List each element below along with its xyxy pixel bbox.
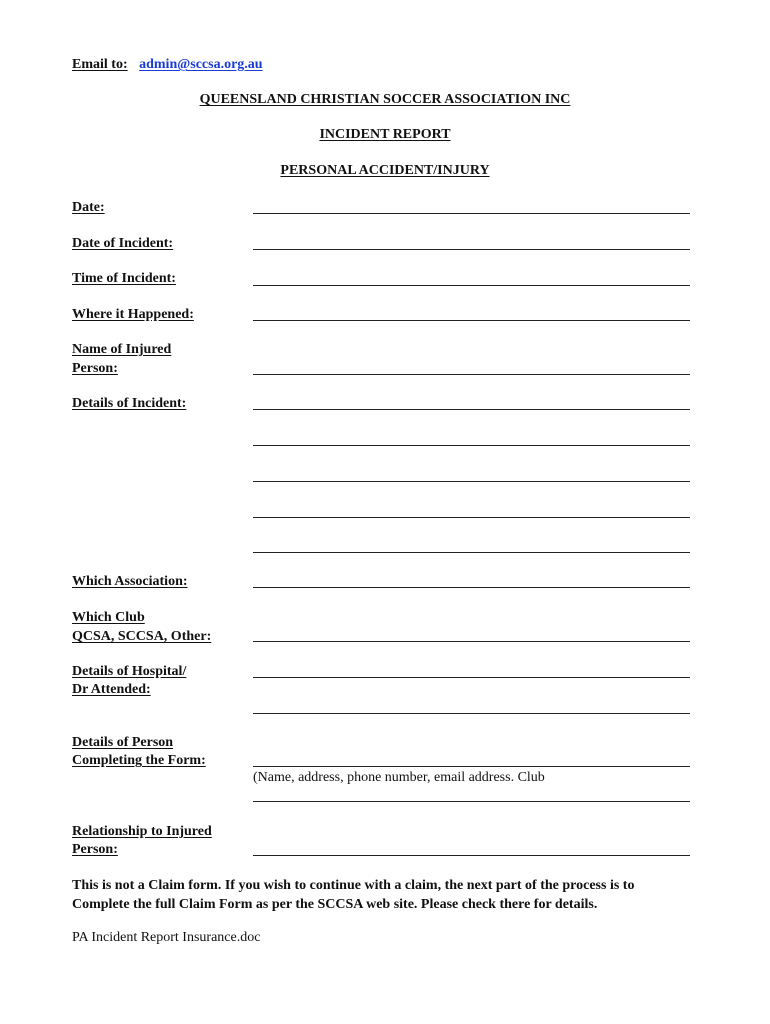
hospital-field-2[interactable]: [253, 713, 690, 714]
person-completing-note: (Name, address, phone number, email address. Club: [253, 770, 545, 785]
details-incident-field-1[interactable]: [253, 409, 690, 410]
which-club-label-line1: Which Club: [72, 610, 145, 625]
email-row: [72, 57, 263, 73]
date-field[interactable]: [253, 213, 690, 214]
which-association-label: Which Association:: [72, 574, 188, 589]
time-of-incident-field[interactable]: [253, 285, 690, 286]
email-label: Email to:: [72, 57, 128, 72]
page-title: INCIDENT REPORT: [319, 127, 451, 142]
which-club-field[interactable]: [253, 641, 690, 642]
date-of-incident-field[interactable]: [253, 249, 690, 250]
where-happened-label: Where it Happened:: [72, 307, 194, 322]
org-heading: QUEENSLAND CHRISTIAN SOCCER ASSOCIATION INC: [199, 92, 571, 107]
injured-name-label-line1: Name of Injured: [72, 342, 172, 357]
details-incident-label: Details of Incident:: [72, 396, 187, 411]
hospital-label-line2: Dr Attended:: [72, 682, 151, 697]
where-happened-field[interactable]: [253, 320, 690, 321]
details-incident-field-2[interactable]: [253, 445, 690, 446]
which-club-label-line2: QCSA, SCCSA, Other:: [72, 629, 212, 644]
person-completing-label-line1: Details of Person: [72, 735, 174, 750]
person-completing-field-1[interactable]: [253, 766, 690, 767]
injured-name-field[interactable]: [253, 374, 690, 375]
which-association-field[interactable]: [253, 587, 690, 588]
date-of-incident-label: Date of Incident:: [72, 236, 174, 251]
footer-filename: PA Incident Report Insurance.doc: [72, 930, 261, 945]
notice-line-1: This is not a Claim form. If you wish to continue with a claim, the next part of the process is to: [72, 878, 635, 893]
person-completing-field-2[interactable]: [253, 801, 690, 802]
relationship-field[interactable]: [253, 855, 690, 856]
relationship-label-line2: Person:: [72, 842, 118, 857]
time-of-incident-label: Time of Incident:: [72, 271, 176, 286]
person-completing-label-line2: Completing the Form:: [72, 753, 206, 768]
page-subtitle: PERSONAL ACCIDENT/INJURY: [280, 163, 490, 178]
injured-name-label-line2: Person:: [72, 361, 118, 376]
details-incident-field-3[interactable]: [253, 481, 690, 482]
date-label: Date:: [72, 200, 105, 215]
hospital-label-line1: Details of Hospital/: [72, 664, 187, 679]
hospital-field-1[interactable]: [253, 677, 690, 678]
details-incident-field-4[interactable]: [253, 517, 690, 518]
relationship-label-line1: Relationship to Injured: [72, 824, 212, 839]
notice-line-2: Complete the full Claim Form as per the SCCSA web site. Please check there for details.: [72, 897, 598, 912]
details-incident-field-5[interactable]: [253, 552, 690, 553]
email-link[interactable]: admin@sccsa.org.au: [139, 57, 263, 72]
